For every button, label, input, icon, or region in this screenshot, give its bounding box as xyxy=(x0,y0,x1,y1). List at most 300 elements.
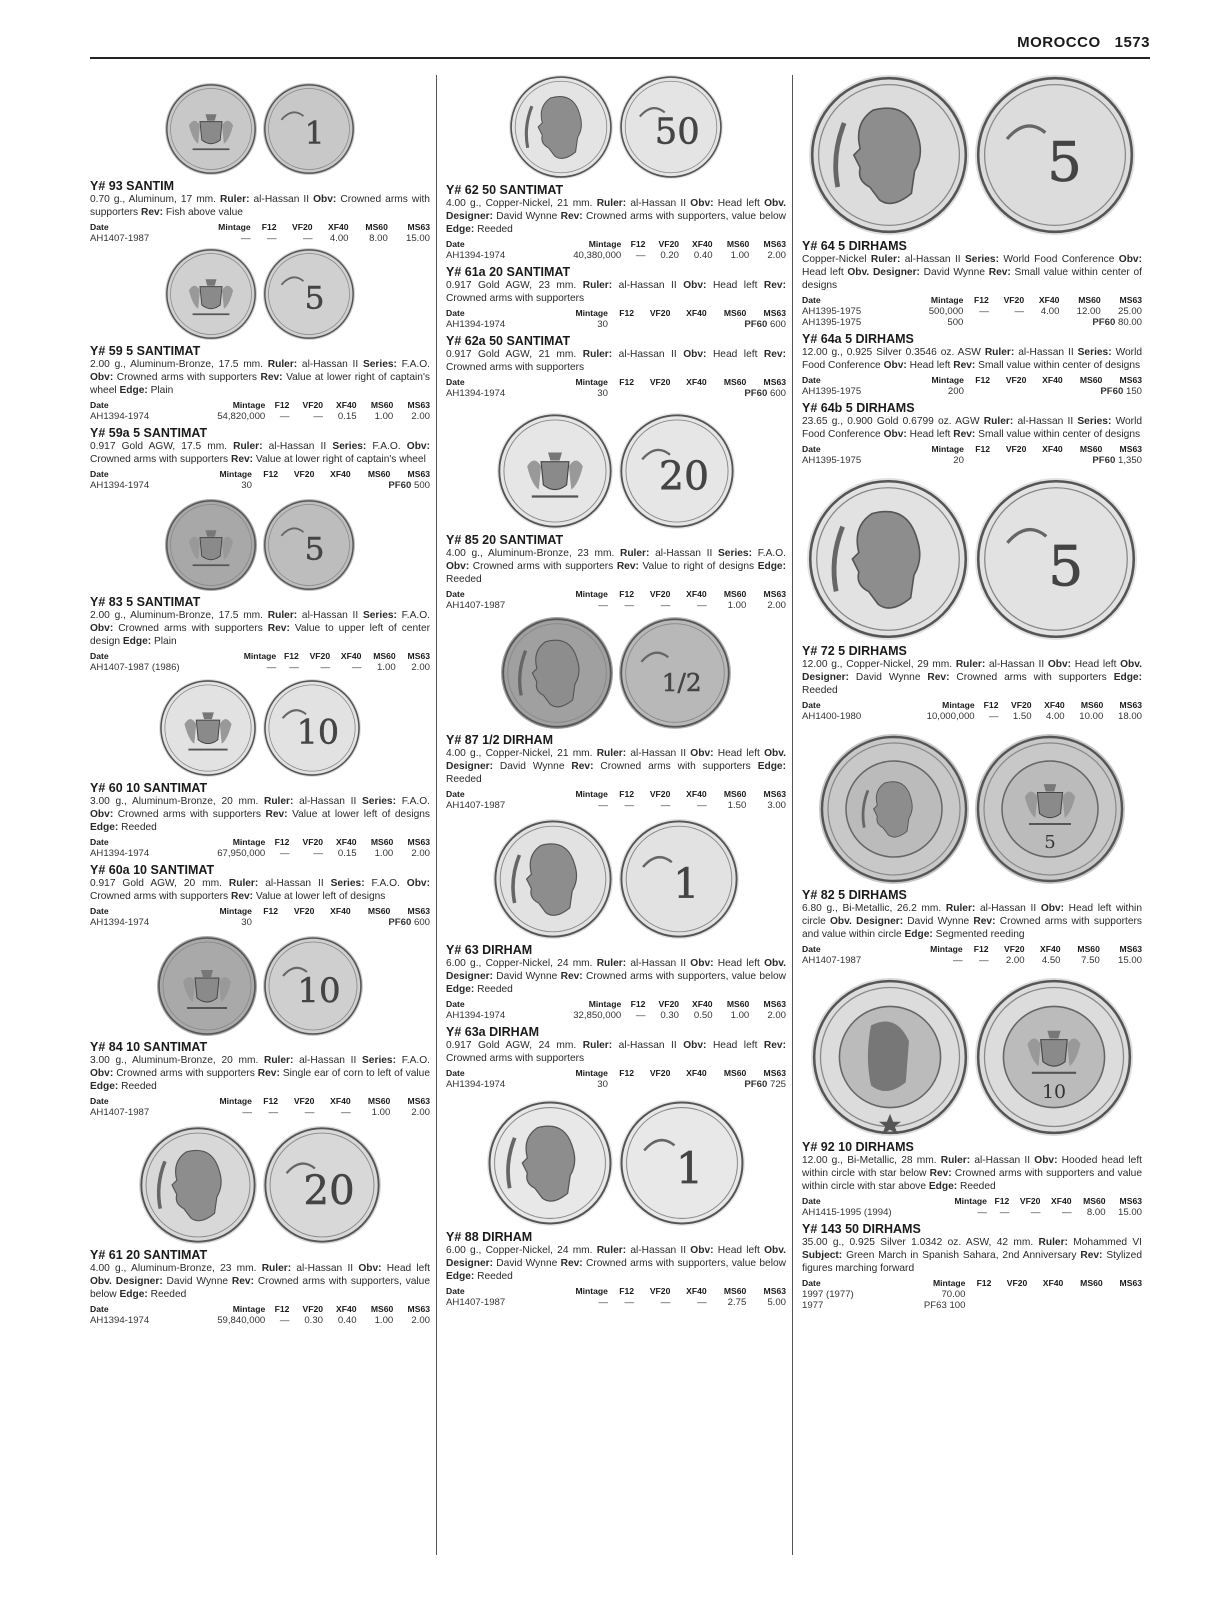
entry-description: 35.00 g., 0.925 Silver 1.0342 oz. ASW, 42 mm. Ruler: Mohammed VI Subject: Green March in Spanish Sahara, 2nd Anniversary Rev: Stylized figures marching forward xyxy=(802,1237,1142,1274)
table-cell: 1.50 xyxy=(727,800,747,811)
field-label: Series: xyxy=(362,1055,396,1066)
coin-reverse-image xyxy=(619,413,735,529)
column-header: MS63 xyxy=(763,239,786,249)
table-cell: AH1394-1974 xyxy=(90,480,150,491)
field-label: Obv: xyxy=(683,280,707,291)
table-header-row xyxy=(802,699,1142,711)
field-label: Rev: xyxy=(763,280,786,291)
table-cell: 20 xyxy=(953,455,964,466)
column-header: MS60 xyxy=(1078,295,1101,305)
column-header: Date xyxy=(90,222,109,232)
mintage-table xyxy=(90,1095,430,1118)
field-label: Obv. Designer: xyxy=(90,1276,163,1287)
column-header: Date xyxy=(446,239,465,249)
entry-description: 0.917 Gold AGW, 23 mm. Ruler: al-Hassan II Obv: Head left Rev: Crowned arms with supporters xyxy=(446,280,786,304)
table-cell: AH1394-1974 xyxy=(446,319,506,330)
field-label: Rev: xyxy=(763,349,786,360)
catalog-entry-y62a xyxy=(446,334,786,399)
coin-reverse-image xyxy=(619,617,731,729)
field-label: Obv: xyxy=(690,748,714,759)
table-cell: 15.00 xyxy=(1117,955,1142,966)
catalog-entry-y93 xyxy=(90,83,430,244)
coin-obverse-image xyxy=(811,978,969,1136)
column-header: Mintage xyxy=(588,239,622,249)
field-label: Ruler: xyxy=(596,748,627,759)
table-header-row xyxy=(446,588,786,600)
column-header: XF40 xyxy=(686,589,707,599)
mintage-table xyxy=(802,699,1142,722)
coin-reverse-image xyxy=(619,1100,745,1226)
table-cell: — xyxy=(304,1107,315,1118)
table-header-row xyxy=(90,468,430,480)
field-label: Ruler: xyxy=(267,610,298,621)
table-cell: 2.75 xyxy=(727,1297,747,1308)
table-cell: AH1395-1975 xyxy=(802,386,862,397)
table-cell: 1.00 xyxy=(374,411,394,422)
field-label: Rev: xyxy=(1080,1250,1103,1261)
coin-obverse-image xyxy=(493,819,613,939)
field-label: Series: xyxy=(1077,347,1112,358)
column-header: F12 xyxy=(973,944,989,954)
catalog-column-2 xyxy=(446,75,786,1312)
table-cell: AH1394-1974 xyxy=(446,388,506,399)
table-header-row xyxy=(446,998,786,1010)
column-header: XF40 xyxy=(336,1304,357,1314)
field-label: Obv. Designer: xyxy=(446,748,786,772)
svg-text:5: 5 xyxy=(304,531,325,568)
column-header: XF40 xyxy=(336,400,357,410)
field-label: Obv: xyxy=(406,878,430,889)
column-header: MS63 xyxy=(1119,1196,1142,1206)
table-cell: 1.50 xyxy=(1012,711,1032,722)
field-label: Obv: xyxy=(683,1040,707,1051)
table-cell: 0.15 xyxy=(337,848,357,859)
table-header-row xyxy=(802,443,1142,455)
field-label: Edge: xyxy=(119,1289,148,1300)
page-number: 1573 xyxy=(1114,34,1150,51)
field-label: Ruler: xyxy=(596,198,627,209)
field-label: Obv: xyxy=(90,623,114,634)
table-cell: 0.40 xyxy=(337,1315,357,1326)
table-header-row xyxy=(802,1277,1142,1289)
table-cell: 30 xyxy=(597,388,608,399)
field-label: Series: xyxy=(1077,416,1112,427)
table-cell: AH1395-1975 xyxy=(802,317,862,328)
table-cell: 0.20 xyxy=(660,250,680,261)
column-header: MS63 xyxy=(763,1068,786,1078)
coin-obverse-image xyxy=(165,83,257,175)
table-header-row xyxy=(446,1067,786,1079)
table-cell: — xyxy=(624,600,635,611)
field-label: Rev: xyxy=(763,1040,786,1051)
coin-obverse-image xyxy=(487,1100,613,1226)
table-row xyxy=(90,1315,430,1326)
field-label: Ruler: xyxy=(582,280,613,291)
table-cell: PF63 100 xyxy=(923,1300,966,1311)
field-label: Ruler: xyxy=(263,1055,294,1066)
field-label: Rev: xyxy=(257,1068,280,1079)
table-row xyxy=(802,386,1142,397)
field-label: Rev: xyxy=(265,809,288,820)
table-row xyxy=(802,955,1142,966)
table-cell: 8.00 xyxy=(369,233,388,244)
table-header-row xyxy=(90,1095,430,1107)
mintage-table xyxy=(446,588,786,611)
catalog-entry-y61a xyxy=(446,265,786,330)
field-label: Ruler: xyxy=(983,416,1014,427)
column-header: MS63 xyxy=(763,308,786,318)
field-label: Rev: xyxy=(927,672,950,683)
column-header: Date xyxy=(802,444,821,454)
column-header: MS60 xyxy=(370,1304,394,1314)
table-cell: 500,000 xyxy=(928,306,964,317)
table-cell: AH1407-1987 xyxy=(446,800,506,811)
column-header: XF40 xyxy=(686,789,707,799)
catalog-column-3 xyxy=(802,75,1142,1315)
column-divider xyxy=(792,75,793,1555)
column-header: Mintage xyxy=(588,999,622,1009)
table-cell: — xyxy=(598,800,608,811)
mintage-table xyxy=(802,294,1142,328)
table-header-row xyxy=(90,650,430,662)
column-header: XF40 xyxy=(327,222,349,232)
field-label: Obv: xyxy=(90,809,114,820)
table-cell: 1.00 xyxy=(727,600,747,611)
entry-description: 4.00 g., Copper-Nickel, 21 mm. Ruler: al-Hassan II Obv: Head left Obv. Designer: David Wynne Rev: Crowned arms with supporters, value below Edge: Reeded xyxy=(446,198,786,235)
mintage-table xyxy=(802,1277,1142,1311)
column-header: Mintage xyxy=(931,444,964,454)
table-cell: 12.00 xyxy=(1076,306,1101,317)
table-cell: 1.00 xyxy=(377,662,396,673)
field-label: Rev: xyxy=(560,211,583,222)
table-cell: 15.00 xyxy=(405,233,430,244)
column-header: Mintage xyxy=(232,1304,266,1314)
table-cell: — xyxy=(697,600,707,611)
coin-reverse-image xyxy=(975,75,1135,235)
field-label: Edge: xyxy=(1113,672,1142,683)
mintage-table xyxy=(90,905,430,928)
table-cell: — xyxy=(697,800,707,811)
mintage-table xyxy=(90,468,430,491)
table-cell: — xyxy=(635,1010,646,1021)
table-cell: AH1415-1995 (1994) xyxy=(802,1207,892,1218)
field-label: Ruler: xyxy=(582,349,613,360)
column-header: MS60 xyxy=(1079,444,1103,454)
column-header: Date xyxy=(802,1196,821,1206)
column-header: MS63 xyxy=(1119,944,1142,954)
svg-text:5: 5 xyxy=(1047,130,1082,194)
field-label: Obv: xyxy=(1040,903,1065,914)
column-header: XF40 xyxy=(340,651,362,661)
column-header: XF40 xyxy=(1039,944,1061,954)
mintage-table xyxy=(802,1195,1142,1218)
table-row xyxy=(446,319,786,330)
column-header: MS60 xyxy=(723,1068,747,1078)
field-label: Rev: xyxy=(230,454,254,465)
table-row xyxy=(446,800,786,811)
table-cell: — xyxy=(302,233,313,244)
table-cell: — xyxy=(660,600,671,611)
column-header: MS60 xyxy=(723,308,747,318)
coin-reverse-image xyxy=(263,936,363,1036)
column-header: MS60 xyxy=(370,837,394,847)
table-cell: — xyxy=(1061,1207,1072,1218)
column-header: Mintage xyxy=(243,651,277,661)
coin-images xyxy=(802,734,1142,884)
table-cell: 7.50 xyxy=(1081,955,1100,966)
field-label: Rev: xyxy=(560,1258,583,1269)
column-header: VF20 xyxy=(302,1304,324,1314)
column-header: F12 xyxy=(263,1096,279,1106)
table-row xyxy=(90,662,430,673)
entry-title: Y# 64b 5 DIRHAMS xyxy=(802,401,915,415)
entry-title: Y# 88 DIRHAM xyxy=(446,1230,533,1244)
field-label: Rev: xyxy=(953,429,976,440)
field-label: Ruler: xyxy=(261,1263,292,1274)
column-header: F12 xyxy=(619,377,635,387)
column-header: F12 xyxy=(630,999,646,1009)
table-row xyxy=(90,480,430,491)
coin-images xyxy=(802,75,1142,235)
column-header: VF20 xyxy=(309,651,331,661)
column-header: MS60 xyxy=(365,222,388,232)
table-cell: 2.00 xyxy=(767,600,786,611)
table-cell xyxy=(965,1300,1142,1311)
entry-description: 2.00 g., Aluminum-Bronze, 17.5 mm. Ruler: al-Hassan II Series: F.A.O. Obv: Crowned arms with supporters Rev: Value to upper left of center design Edge: Plain xyxy=(90,610,431,647)
column-header: VF20 xyxy=(649,589,671,599)
column-header: MS60 xyxy=(723,377,747,387)
column-header: Mintage xyxy=(942,700,975,710)
table-cell: 10.00 xyxy=(1079,711,1104,722)
column-header: F12 xyxy=(975,375,991,385)
field-label: Edge: xyxy=(928,1181,958,1192)
table-row xyxy=(90,233,430,244)
table-cell: — xyxy=(266,233,277,244)
country-title: MOROCCO xyxy=(1017,34,1101,51)
field-label: Edge: xyxy=(757,761,786,772)
svg-text:1/2: 1/2 xyxy=(661,667,702,697)
entry-description: 6.00 g., Copper-Nickel, 24 mm. Ruler: al-Hassan II Obv: Head left Obv. Designer: David Wynne Rev: Crowned arms with supporters, value below Edge: Reeded xyxy=(446,1245,786,1282)
field-label: Obv. Designer: xyxy=(830,916,904,927)
column-header: Mintage xyxy=(219,469,252,479)
field-label: Rev: xyxy=(571,761,594,772)
table-header-row xyxy=(802,294,1142,306)
table-cell: — xyxy=(341,1107,351,1118)
table-cell: 67,950,000 xyxy=(217,848,266,859)
table-cell: — xyxy=(279,411,290,422)
svg-text:5: 5 xyxy=(1048,533,1084,598)
field-label: Rev: xyxy=(560,971,583,982)
svg-text:20: 20 xyxy=(658,453,710,500)
column-header: Date xyxy=(802,944,821,954)
table-cell: AH1395-1975 xyxy=(802,306,862,317)
table-cell: — xyxy=(598,600,608,611)
column-header: MS63 xyxy=(763,789,786,799)
field-label: Ruler: xyxy=(267,359,298,370)
table-row xyxy=(802,711,1142,722)
table-row xyxy=(802,1289,1142,1300)
table-row xyxy=(90,848,430,859)
field-label: Rev: xyxy=(929,1168,952,1179)
catalog-entry-y61 xyxy=(90,1126,430,1326)
field-label: Obv: xyxy=(406,441,430,452)
table-cell: 18.00 xyxy=(1117,711,1142,722)
table-row xyxy=(90,917,430,928)
column-header: VF20 xyxy=(649,377,671,387)
column-header: Mintage xyxy=(575,1068,608,1078)
column-header: XF40 xyxy=(1044,700,1065,710)
column-header: MS60 xyxy=(1080,1278,1103,1288)
entry-title: Y# 93 SANTIM xyxy=(90,179,175,193)
column-header: Date xyxy=(446,308,465,318)
column-header: F12 xyxy=(619,789,635,799)
column-header: VF20 xyxy=(293,906,315,916)
catalog-entry-y59 xyxy=(90,248,430,422)
catalog-entry-y62 xyxy=(446,75,786,261)
coin-images xyxy=(90,936,430,1036)
column-header: MS60 xyxy=(1079,375,1103,385)
table-cell: — xyxy=(313,411,324,422)
field-label: Series: xyxy=(332,441,367,452)
table-cell: 4.00 xyxy=(329,233,349,244)
entry-title: Y# 84 10 SANTIMAT xyxy=(90,1040,208,1054)
entry-description: 4.00 g., Copper-Nickel, 21 mm. Ruler: al-Hassan II Obv: Head left Obv. Designer: David Wynne Rev: Crowned arms with supporters Edge: Reeded xyxy=(446,748,786,785)
catalog-entry-y64a xyxy=(802,332,1142,397)
entry-title: Y# 64a 5 DIRHAMS xyxy=(802,332,914,346)
column-header: Mintage xyxy=(954,1196,987,1206)
mintage-table xyxy=(446,1285,786,1308)
table-cell: AH1407-1987 xyxy=(802,955,862,966)
column-header: F12 xyxy=(619,589,635,599)
svg-text:1: 1 xyxy=(673,860,700,909)
column-header: Date xyxy=(802,295,821,305)
column-header: VF20 xyxy=(293,469,315,479)
entry-description: 0.917 Gold AGW, 24 mm. Ruler: al-Hassan II Obv: Head left Rev: Crowned arms with supporters xyxy=(446,1040,786,1064)
column-header: MS63 xyxy=(407,1096,430,1106)
mintage-table xyxy=(802,374,1142,397)
catalog-entry-y59a xyxy=(90,426,430,491)
column-header: XF40 xyxy=(686,1068,707,1078)
coin-images xyxy=(90,248,430,340)
table-cell: 2.00 xyxy=(411,662,430,673)
entry-description: 12.00 g., Bi-Metallic, 28 mm. Ruler: al-Hassan II Obv: Hooded head left within circle with star below Rev: Crowned arms with supporters and value within circle with star above Edge: Reeded xyxy=(802,1155,1142,1192)
field-label: Ruler: xyxy=(233,441,263,452)
coin-reverse-image xyxy=(975,478,1137,640)
column-header: Date xyxy=(90,469,109,479)
coin-obverse-image xyxy=(165,499,257,591)
table-cell: — xyxy=(241,233,251,244)
coin-images xyxy=(90,1126,430,1244)
column-header: VF20 xyxy=(1003,295,1025,305)
column-header: Date xyxy=(446,1068,465,1078)
table-cell: 4.50 xyxy=(1041,955,1061,966)
field-label: Obv: xyxy=(690,1245,714,1256)
column-header: Date xyxy=(802,375,821,385)
table-cell: PF60 600 xyxy=(744,319,786,330)
column-header: MS60 xyxy=(1080,700,1104,710)
column-header: MS63 xyxy=(763,377,786,387)
column-header: F12 xyxy=(975,444,991,454)
coin-reverse-image xyxy=(975,734,1125,884)
column-header: F12 xyxy=(974,295,989,305)
table-cell: 1.00 xyxy=(371,1107,391,1118)
table-header-row xyxy=(90,221,430,233)
catalog-entry-y63a xyxy=(446,1025,786,1090)
field-label: Ruler: xyxy=(596,958,627,969)
column-header: Date xyxy=(90,906,109,916)
catalog-entry-y83 xyxy=(90,499,430,673)
column-header: Mintage xyxy=(575,308,608,318)
table-cell: PF60 725 xyxy=(744,1079,786,1090)
entry-title: Y# 143 50 DIRHAMS xyxy=(802,1222,921,1236)
column-header: XF40 xyxy=(1042,444,1063,454)
entry-title: Y# 62a 50 SANTIMAT xyxy=(446,334,571,348)
column-header: Date xyxy=(446,589,465,599)
field-label: Obv: xyxy=(1034,1155,1058,1166)
field-label: Edge: xyxy=(446,1271,475,1282)
column-header: F12 xyxy=(274,837,290,847)
table-cell: — xyxy=(979,306,989,317)
field-label: Ruler: xyxy=(619,548,650,559)
field-label: Ruler: xyxy=(1038,1237,1068,1248)
column-header: Mintage xyxy=(232,400,266,410)
coin-images xyxy=(90,679,430,777)
column-header: XF40 xyxy=(336,837,357,847)
column-header: XF40 xyxy=(686,377,707,387)
field-label: Edge: xyxy=(757,561,786,572)
svg-text:1: 1 xyxy=(304,115,325,152)
entry-title: Y# 83 5 SANTIMAT xyxy=(90,595,201,609)
catalog-column-1 xyxy=(90,75,430,1330)
column-header: Mintage xyxy=(219,1096,252,1106)
mintage-table xyxy=(802,943,1142,966)
column-header: F12 xyxy=(619,1068,635,1078)
field-label: Obv: xyxy=(1118,254,1142,265)
column-header: MS60 xyxy=(367,469,391,479)
column-header: MS63 xyxy=(407,469,430,479)
coin-obverse-image xyxy=(139,1126,257,1244)
table-cell: — xyxy=(313,848,324,859)
table-cell: — xyxy=(279,1315,290,1326)
column-header: VF20 xyxy=(1006,1278,1028,1288)
table-row xyxy=(446,1010,786,1021)
column-header: F12 xyxy=(261,222,277,232)
column-header: F12 xyxy=(619,1286,635,1296)
column-header: MS63 xyxy=(407,651,430,661)
table-row xyxy=(446,600,786,611)
table-cell: — xyxy=(268,1107,279,1118)
column-header: VF20 xyxy=(658,999,680,1009)
field-label: Ruler: xyxy=(870,254,901,265)
column-header: VF20 xyxy=(292,222,313,232)
column-header: Date xyxy=(446,377,465,387)
table-cell: — xyxy=(697,1297,707,1308)
field-label: Rev: xyxy=(140,207,164,218)
column-header: MS63 xyxy=(1119,700,1142,710)
catalog-entry-y88 xyxy=(446,1100,786,1308)
table-cell: 0.15 xyxy=(337,411,357,422)
svg-text:5: 5 xyxy=(304,280,325,317)
mintage-table xyxy=(446,998,786,1021)
table-cell: 30 xyxy=(241,480,252,491)
column-header: MS60 xyxy=(723,789,747,799)
column-header: VF20 xyxy=(1005,375,1027,385)
coin-obverse-image xyxy=(807,478,969,640)
entry-title: Y# 59 5 SANTIMAT xyxy=(90,344,201,358)
coin-images xyxy=(90,499,430,591)
field-label: Series: xyxy=(362,610,397,621)
coin-images xyxy=(446,819,786,939)
